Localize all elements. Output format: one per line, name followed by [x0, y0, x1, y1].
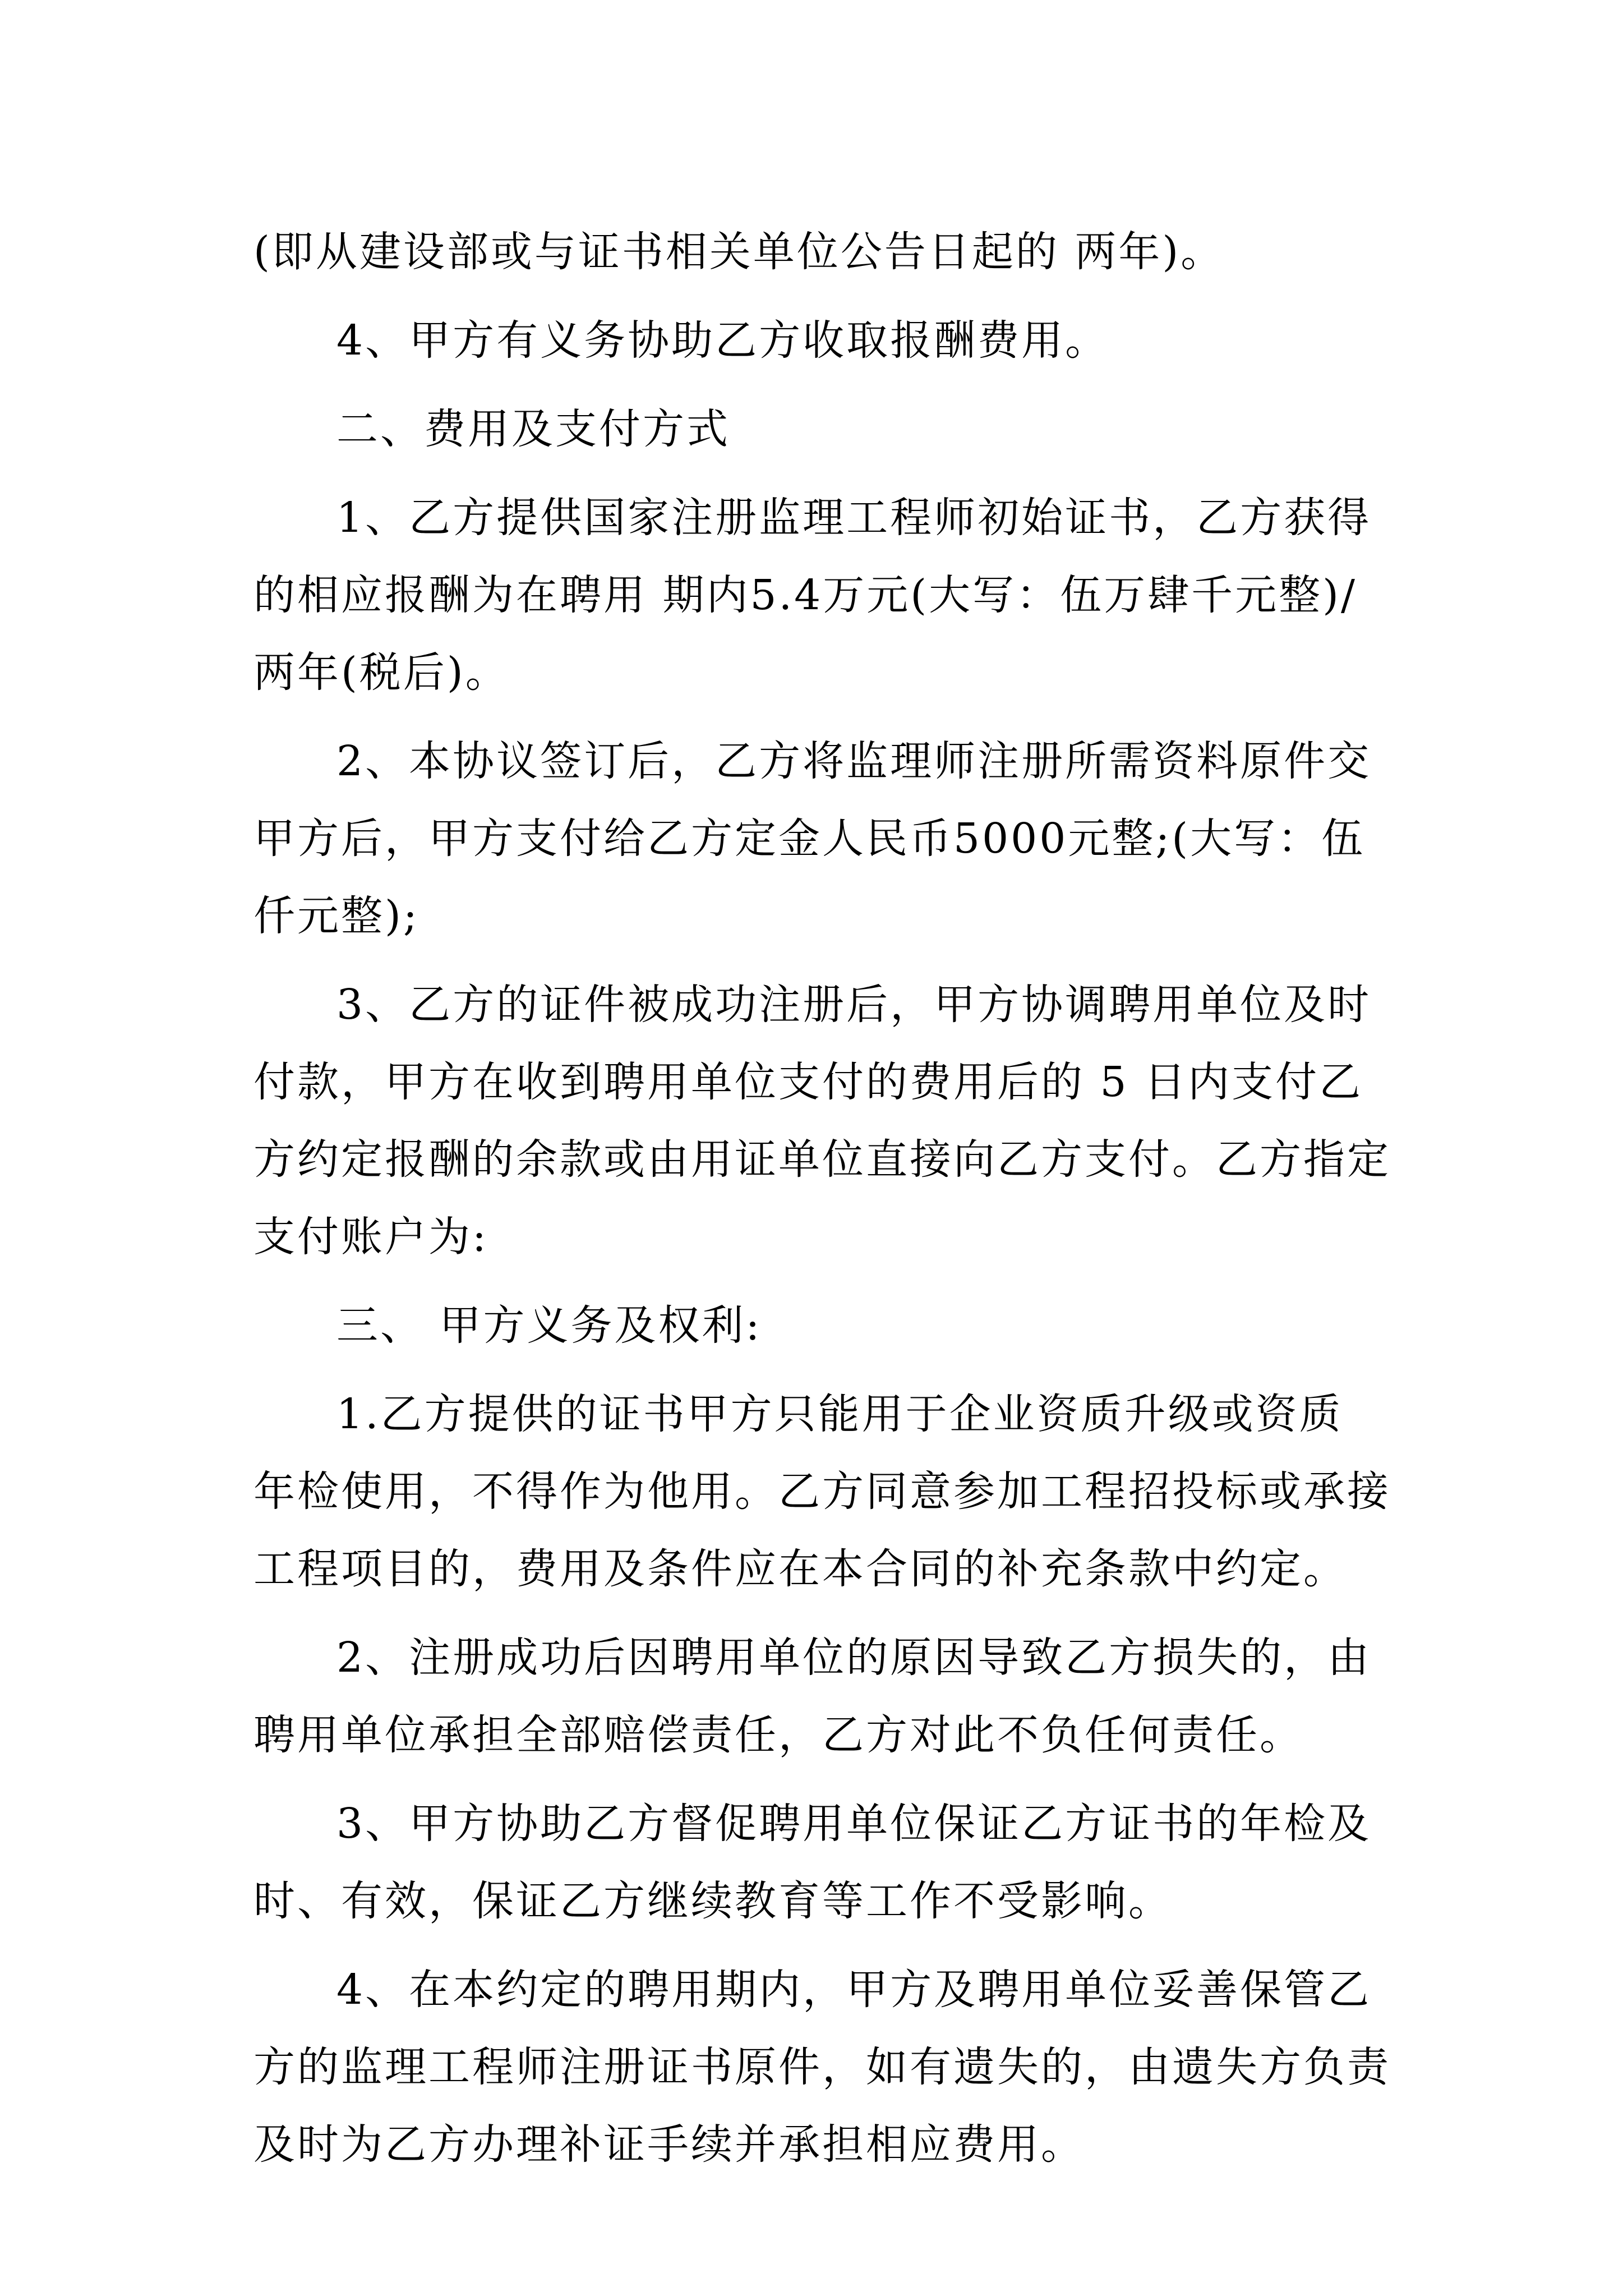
text-line: 年检使用，不得作为他用。乙方同意参加工程招投标或承接: [253, 1467, 1391, 1516]
text-line: 方的监理工程师注册证书原件，如有遗失的，由遗失方负责: [253, 2043, 1391, 2091]
text-line: 工程项目的，费用及条件应在本合同的补充条款中约定。: [253, 1545, 1347, 1593]
text-line: 2、注册成功后因聘用单位的原因导致乙方损失的，由: [336, 1634, 1372, 1682]
text-line: 1.乙方提供的证书甲方只能用于企业资质升级或资质: [336, 1390, 1343, 1438]
section-heading: 三、 甲方义务及权利:: [336, 1301, 762, 1350]
text-line: 2、本协议签订后，乙方将监理师注册所需资料原件交: [336, 737, 1372, 785]
text-line: 时、有效，保证乙方继续教育等工作不受影响。: [253, 1877, 1172, 1925]
section-heading: 二、费用及支付方式: [336, 405, 730, 453]
text-line: 1、乙方提供国家注册监理工程师初始证书，乙方获得: [336, 494, 1372, 542]
text-line: 及时为乙方办理补证手续并承担相应费用。: [253, 2120, 1085, 2169]
text-line: 付款，甲方在收到聘用单位支付的费用后的 5 日内支付乙: [253, 1058, 1363, 1106]
text-line: 两年(税后)。: [253, 648, 509, 697]
document-body: [253, 213, 1398, 2183]
text-line: 的相应报酬为在聘用 期内5.4万元(大写：伍万肆千元整)/: [253, 571, 1357, 619]
text-line: 3、甲方协助乙方督促聘用单位保证乙方证书的年检及: [336, 1800, 1372, 1848]
text-line: 支付账户为:: [253, 1213, 488, 1261]
text-line: 4、甲方有义务协助乙方收取报酬费用。: [336, 316, 1109, 365]
text-line: 4、在本约定的聘用期内，甲方及聘用单位妥善保管乙: [336, 1966, 1372, 2014]
text-line: 甲方后，甲方支付给乙方定金人民币5000元整;(大写：伍: [253, 815, 1366, 863]
text-line: 方约定报酬的余款或由用证单位直接向乙方支付。乙方指定: [253, 1135, 1391, 1184]
text-line: (即从建设部或与证书相关单位公告日起的 两年)。: [253, 228, 1225, 276]
text-line: 3、乙方的证件被成功注册后，甲方协调聘用单位及时: [336, 981, 1372, 1029]
text-line: 仟元整);: [253, 892, 419, 940]
text-line: 聘用单位承担全部赔偿责任，乙方对此不负任何责任。: [253, 1711, 1303, 1759]
